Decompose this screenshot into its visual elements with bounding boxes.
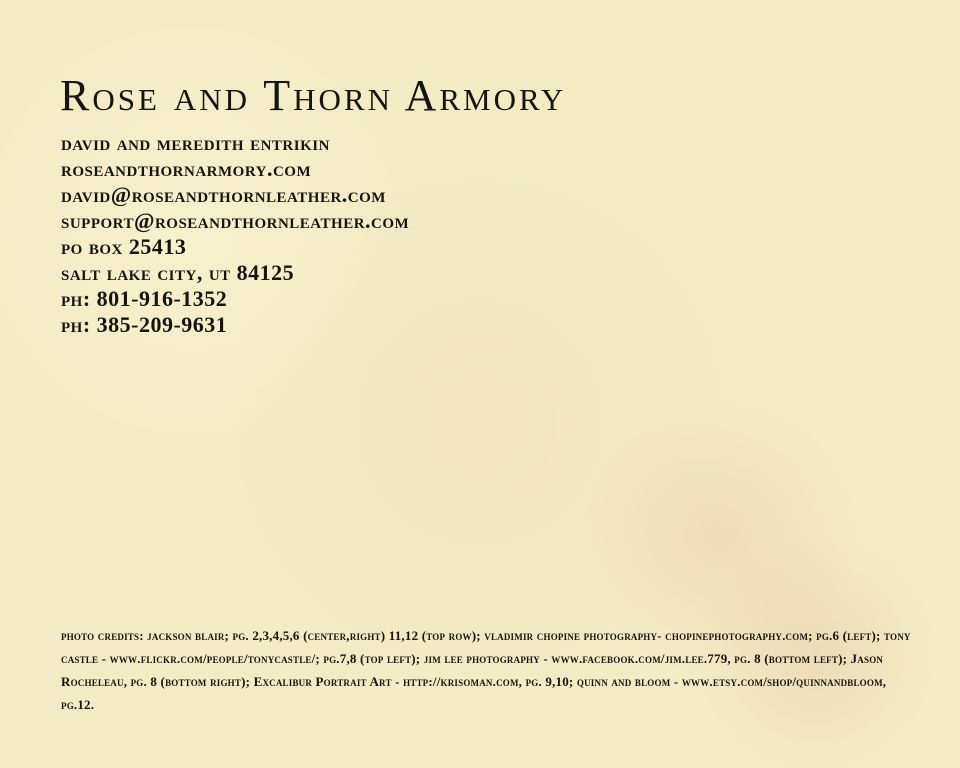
photo-credits: photo credits: jackson blair; pg. 2,3,4,5,6 (center,right) 11,12 (top row); vladimir chopine photography- chopinephotography.com; pg.6 (left); tony castle - www.flickr.com/people/tonycastle/; pg.7,8 (top left); jim lee photography - www.facebook.com/jim.lee.779, pg. 8 (bottom left); Jason Rocheleau, pg. 8 (bottom right); Excalibur Portrait Art - http://krisoman.com, pg. 9,10; quinn and bloom - www.etsy.com/shop/quinnandbloom, pg.12. bbox=[61, 628, 911, 712]
page-title: Rose and Thorn Armory bbox=[60, 71, 567, 120]
contact-block bbox=[61, 130, 761, 338]
contact-phone-1: ph: 801-916-1352 bbox=[61, 286, 228, 311]
contact-po-box: po box 25413 bbox=[61, 234, 187, 259]
contact-city: salt lake city, ut 84125 bbox=[61, 260, 295, 285]
contact-phone-2: ph: 385-209-9631 bbox=[61, 312, 228, 337]
contact-website: roseandthornarmory.com bbox=[61, 156, 312, 181]
contact-names: david and meredith entrikin bbox=[61, 130, 330, 155]
contact-email-support: support@roseandthornleather.com bbox=[61, 208, 410, 233]
contact-email-david: david@roseandthornleather.com bbox=[61, 182, 386, 207]
